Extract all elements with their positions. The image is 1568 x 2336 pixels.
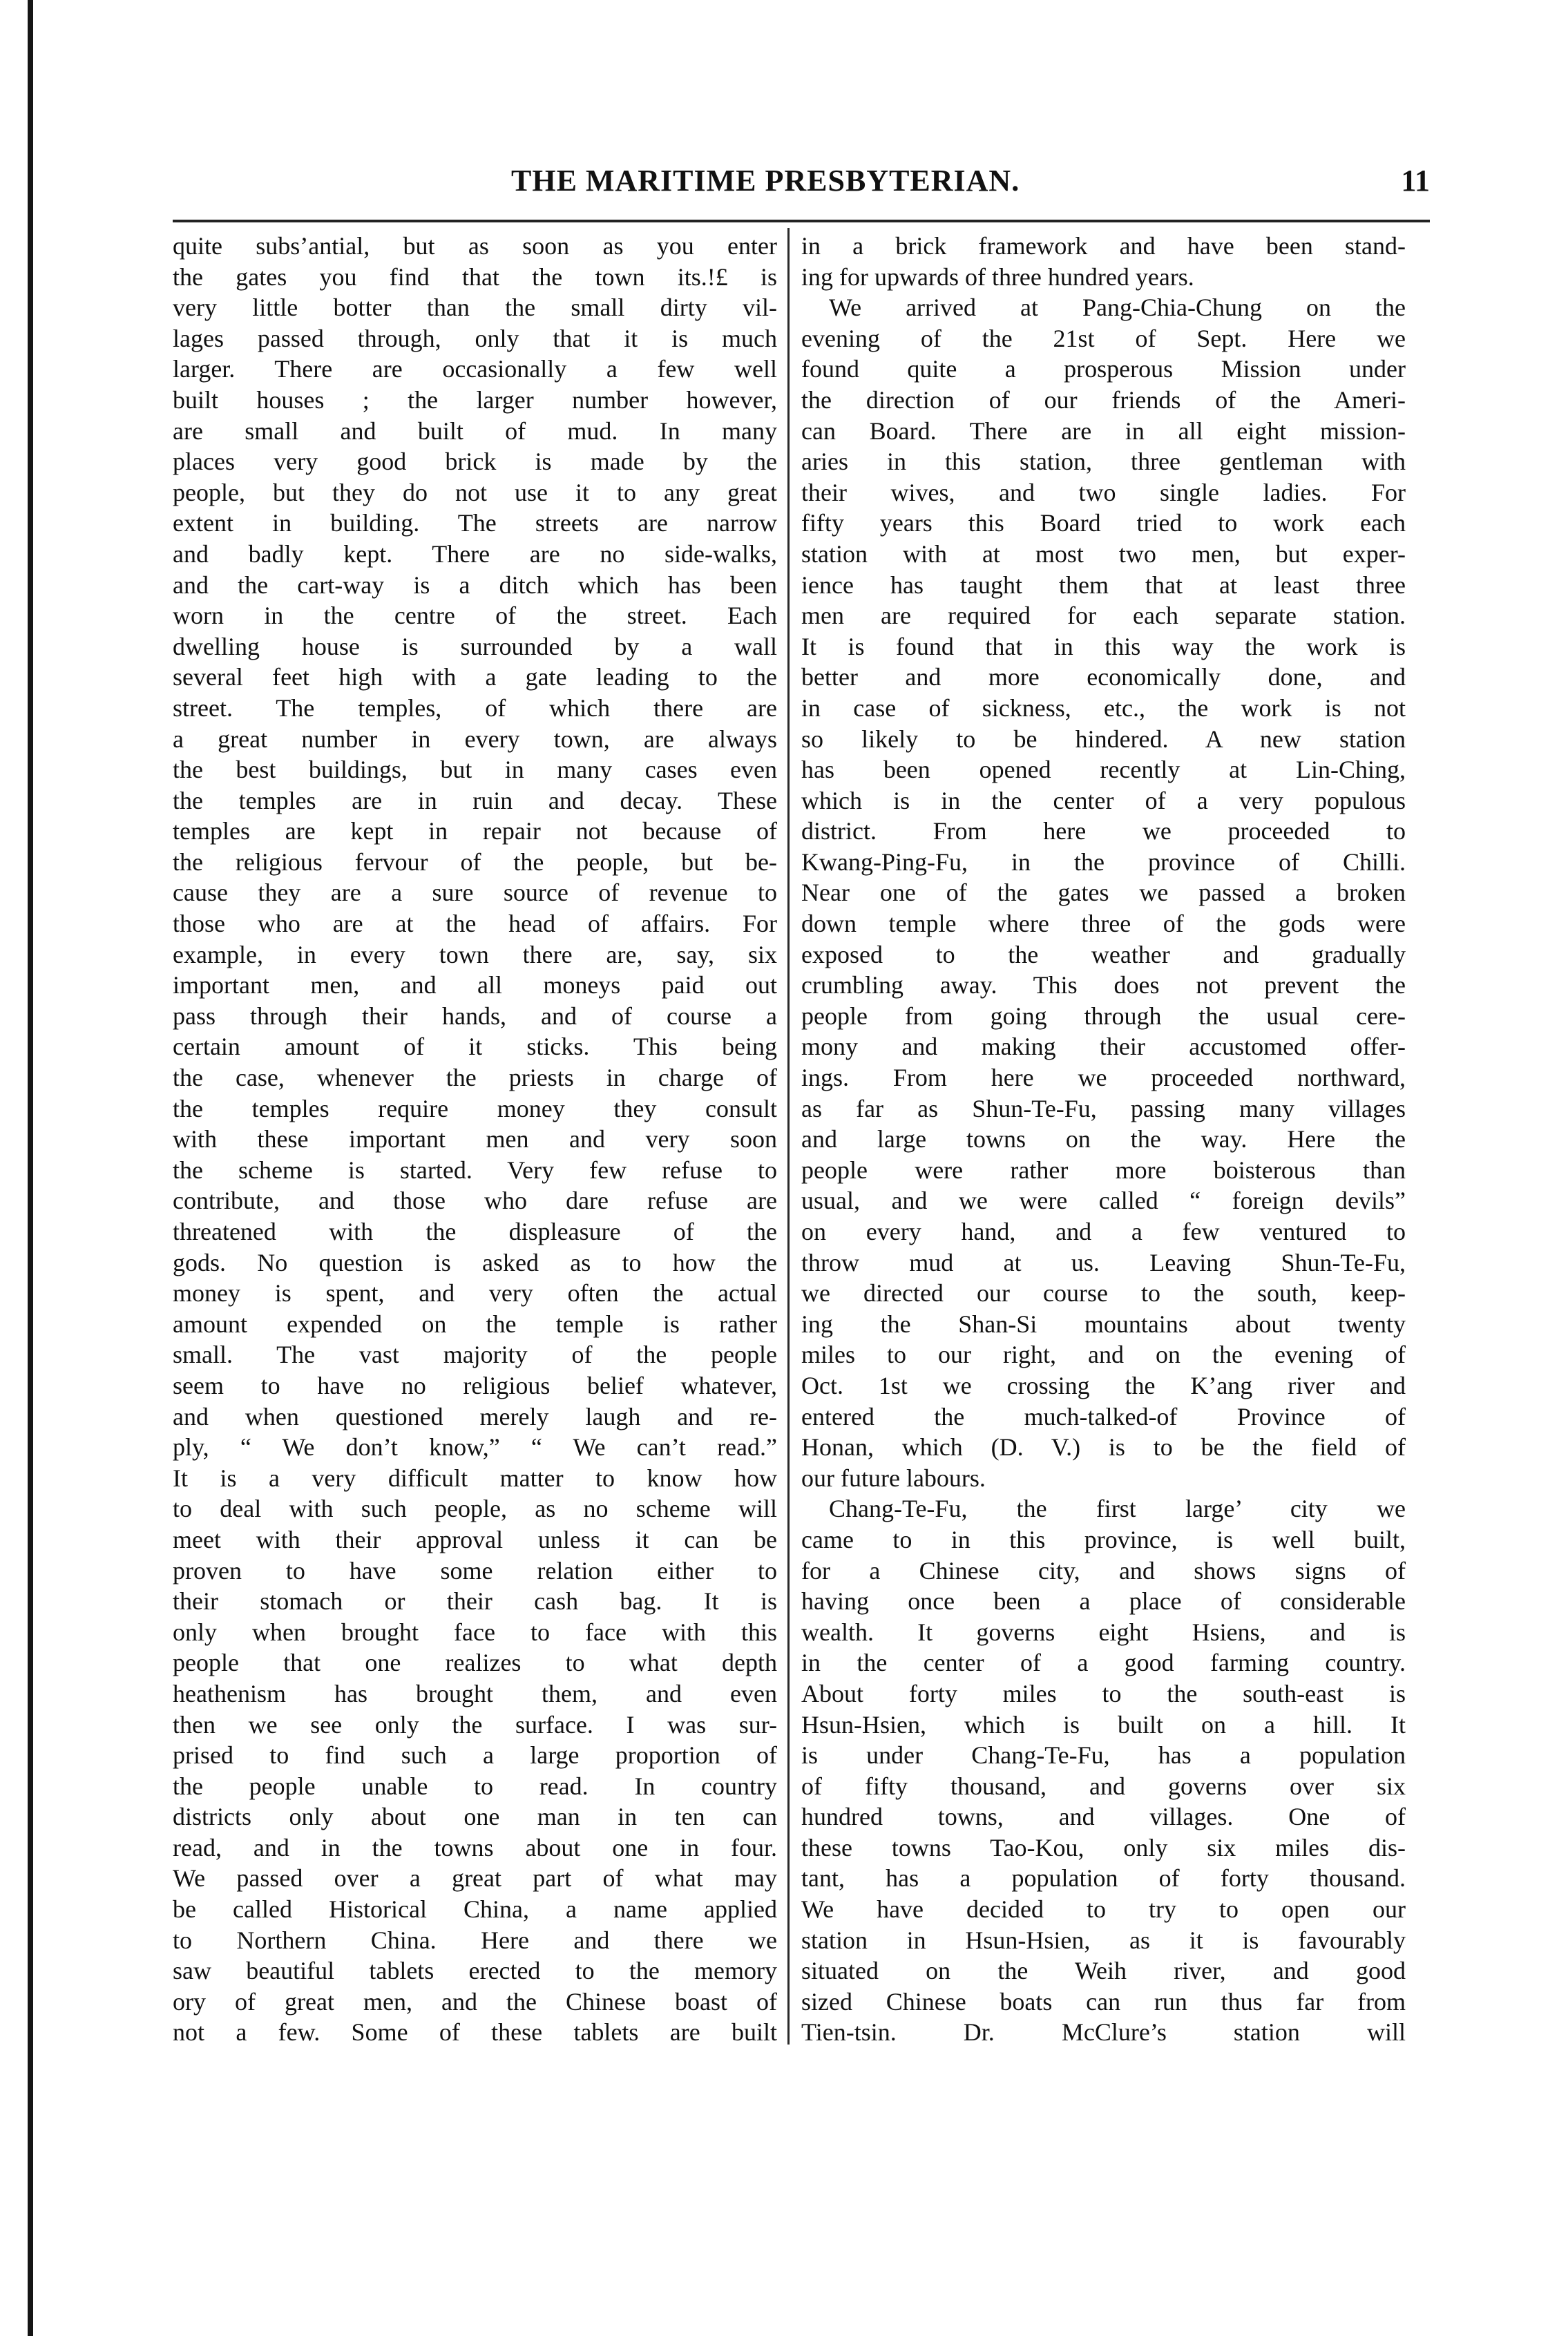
column-divider: [787, 228, 790, 2045]
text-line: About forty miles to the south-east is: [801, 1679, 1406, 1707]
text-line: those who are at the head of affairs. For: [173, 910, 777, 938]
text-line: aries in this station, three gentleman with: [801, 448, 1406, 476]
text-line: found quite a prosperous Mission under: [801, 355, 1406, 383]
text-line: is under Chang-Te-Fu, has a population: [801, 1741, 1406, 1770]
text-line: district. From here we proceeded to: [801, 817, 1406, 845]
text-line: their stomach or their cash bag. It is: [173, 1587, 777, 1616]
text-line: We passed over a great part of what may: [173, 1864, 777, 1893]
text-line: people, but they do not use it to any great: [173, 478, 777, 506]
text-line: places very good brick is made by the: [173, 448, 777, 476]
text-line: ing the Shan-Si mountains about twenty: [801, 1310, 1406, 1338]
text-line: and large towns on the way. Here the: [801, 1125, 1406, 1153]
text-line: the scheme is started. Very few refuse to: [173, 1156, 777, 1184]
running-header: [173, 163, 1430, 204]
text-line: in a brick framework and have been stand-: [801, 232, 1406, 260]
text-line: It is a very difficult matter to know how: [173, 1464, 777, 1492]
text-line: crumbling away. This does not prevent the: [801, 971, 1406, 999]
text-line: threatened with the displeasure of the: [173, 1218, 777, 1245]
text-line: extent in building. The streets are narrow: [173, 509, 777, 537]
text-line: these towns Tao-Kou, only six miles dis-: [801, 1833, 1406, 1861]
text-line: people were rather more boisterous than: [801, 1156, 1406, 1184]
text-line: station with at most two men, but exper-: [801, 539, 1406, 568]
text-line: cause they are a sure source of revenue to: [173, 879, 777, 907]
text-line: for a Chinese city, and shows signs of: [801, 1556, 1406, 1585]
text-line: and badly kept. There are no side-walks,: [173, 539, 777, 568]
text-line: larger. There are occasionally a few well: [173, 355, 777, 383]
page-number: 11: [1401, 164, 1430, 198]
text-line: Kwang-Ping-Fu, in the province of Chilli.: [801, 848, 1406, 876]
text-line: wealth. It governs eight Hsiens, and is: [801, 1618, 1406, 1646]
text-line: so likely to be hindered. A new station: [801, 725, 1406, 753]
text-line: ing for upwards of three hundred years.: [801, 262, 1194, 291]
text-line: ory of great men, and the Chinese boast of: [173, 1987, 777, 2016]
text-line: usual, and we were called “ foreign devils”: [801, 1187, 1406, 1215]
text-line: exposed to the weather and gradually: [801, 940, 1406, 968]
text-line: and the cart-way is a ditch which has been: [173, 571, 777, 599]
text-line: in case of sickness, etc., the work is not: [801, 693, 1406, 722]
text-line: Near one of the gates we passed a broken: [801, 879, 1406, 907]
text-line: station in Hsun-Hsien, as it is favourably: [801, 1926, 1406, 1954]
text-line: small. The vast majority of the people: [173, 1341, 777, 1369]
text-line: in the center of a good farming country.: [801, 1649, 1406, 1677]
text-line: which is in the center of a very populous: [801, 786, 1406, 814]
text-line: very little botter than the small dirty vil-: [173, 294, 777, 322]
text-line: throw mud at us. Leaving Shun-Te-Fu,: [801, 1248, 1406, 1276]
text-line: sized Chinese boats can run thus far from: [801, 1987, 1406, 2016]
text-line: quite subs’antial, but as soon as you enter: [173, 232, 777, 260]
text-line: people that one realizes to what depth: [173, 1649, 777, 1677]
text-line: can Board. There are in all eight mission-: [801, 417, 1406, 445]
page-spine-edge: [28, 0, 33, 2336]
right-text-column: [801, 231, 1406, 2054]
text-line: dwelling house is surrounded by a wall: [173, 632, 777, 660]
text-line: came to in this province, is well built,: [801, 1525, 1406, 1553]
text-line: proven to have some relation either to: [173, 1556, 777, 1585]
text-line: several feet high with a gate leading to the: [173, 663, 777, 691]
text-line: to Northern China. Here and there we: [173, 1926, 777, 1954]
text-line: the gates you find that the town its.!£ is: [173, 262, 777, 291]
text-line: their wives, and two single ladies. For: [801, 478, 1406, 506]
text-line: evening of the 21st of Sept. Here we: [801, 324, 1406, 352]
text-line: temples are kept in repair not because of: [173, 817, 777, 845]
text-line: and when questioned merely laugh and re-: [173, 1402, 777, 1430]
text-line: districts only about one man in ten can: [173, 1803, 777, 1831]
text-line: Honan, which (D. V.) is to be the field of: [801, 1433, 1406, 1462]
text-line: Chang-Te-Fu, the first large’ city we: [829, 1495, 1406, 1523]
text-line: ply, “ We don’t know,” “ We can’t read.”: [173, 1433, 777, 1462]
text-line: Tien-tsin. Dr. McClure’s station will: [801, 2018, 1406, 2047]
text-line: important men, and all moneys paid out: [173, 971, 777, 999]
text-line: heathenism has brought them, and even: [173, 1679, 777, 1707]
text-line: hundred towns, and villages. One of: [801, 1803, 1406, 1831]
text-line: be called Historical China, a name applied: [173, 1895, 777, 1924]
text-line: pass through their hands, and of course a: [173, 1002, 777, 1030]
text-line: having once been a place of considerable: [801, 1587, 1406, 1616]
text-line: our future labours.: [801, 1464, 986, 1492]
text-line: the direction of our friends of the Ameri-: [801, 385, 1406, 414]
text-line: Hsun-Hsien, which is built on a hill. It: [801, 1710, 1406, 1739]
text-line: the religious fervour of the people, but be-: [173, 848, 777, 876]
text-line: contribute, and those who dare refuse are: [173, 1187, 777, 1215]
text-line: street. The temples, of which there are: [173, 693, 777, 722]
text-line: It is found that in this way the work is: [801, 632, 1406, 660]
text-line: mony and making their accustomed offer-: [801, 1033, 1406, 1061]
text-line: built houses ; the larger number however,: [173, 385, 777, 414]
text-line: prised to find such a large proportion of: [173, 1741, 777, 1770]
text-line: money is spent, and very often the actual: [173, 1279, 777, 1308]
text-line: miles to our right, and on the evening of: [801, 1341, 1406, 1369]
text-line: the temples require money they consult: [173, 1094, 777, 1122]
text-line: with these important men and very soon: [173, 1125, 777, 1153]
text-line: meet with their approval unless it can be: [173, 1525, 777, 1553]
text-line: then we see only the surface. I was sur-: [173, 1710, 777, 1739]
text-line: the case, whenever the priests in charge of: [173, 1064, 777, 1092]
text-line: to deal with such people, as no scheme will: [173, 1495, 777, 1523]
text-line: the best buildings, but in many cases even: [173, 756, 777, 784]
text-line: the people unable to read. In country: [173, 1772, 777, 1800]
text-line: fifty years this Board tried to work each: [801, 509, 1406, 537]
text-line: of fifty thousand, and governs over six: [801, 1772, 1406, 1800]
running-title: THE MARITIME PRESBYTERIAN.: [511, 164, 1020, 198]
header-rule: [173, 220, 1430, 222]
text-line: people from going through the usual cere-: [801, 1002, 1406, 1030]
text-line: the temples are in ruin and decay. These: [173, 786, 777, 814]
left-text-column: [173, 231, 777, 2054]
text-line: men are required for each separate station.: [801, 602, 1406, 630]
text-line: amount expended on the temple is rather: [173, 1310, 777, 1338]
text-line: has been opened recently at Lin-Ching,: [801, 756, 1406, 784]
text-line: We arrived at Pang-Chia-Chung on the: [829, 294, 1406, 322]
text-line: worn in the centre of the street. Each: [173, 602, 777, 630]
text-line: example, in every town there are, say, six: [173, 940, 777, 968]
text-line: we directed our course to the south, keep-: [801, 1279, 1406, 1308]
text-line: gods. No question is asked as to how the: [173, 1248, 777, 1276]
text-line: Oct. 1st we crossing the K’ang river and: [801, 1371, 1406, 1399]
text-line: a great number in every town, are always: [173, 725, 777, 753]
text-line: down temple where three of the gods were: [801, 910, 1406, 938]
text-line: are small and built of mud. In many: [173, 417, 777, 445]
text-line: not a few. Some of these tablets are built: [173, 2018, 777, 2047]
text-line: as far as Shun-Te-Fu, passing many villages: [801, 1094, 1406, 1122]
text-line: tant, has a population of forty thousand.: [801, 1864, 1406, 1893]
text-line: only when brought face to face with this: [173, 1618, 777, 1646]
text-line: We have decided to try to open our: [801, 1895, 1406, 1924]
text-line: situated on the Weih river, and good: [801, 1957, 1406, 1985]
text-line: certain amount of it sticks. This being: [173, 1033, 777, 1061]
text-line: seem to have no religious belief whatever,: [173, 1371, 777, 1399]
text-line: entered the much-talked-of Province of: [801, 1402, 1406, 1430]
text-line: lages passed through, only that it is much: [173, 324, 777, 352]
text-line: ience has taught them that at least three: [801, 571, 1406, 599]
text-line: read, and in the towns about one in four.: [173, 1833, 777, 1861]
text-line: ings. From here we proceeded northward,: [801, 1064, 1406, 1092]
text-line: better and more economically done, and: [801, 663, 1406, 691]
text-line: on every hand, and a few ventured to: [801, 1218, 1406, 1245]
text-line: saw beautiful tablets erected to the memory: [173, 1957, 777, 1985]
